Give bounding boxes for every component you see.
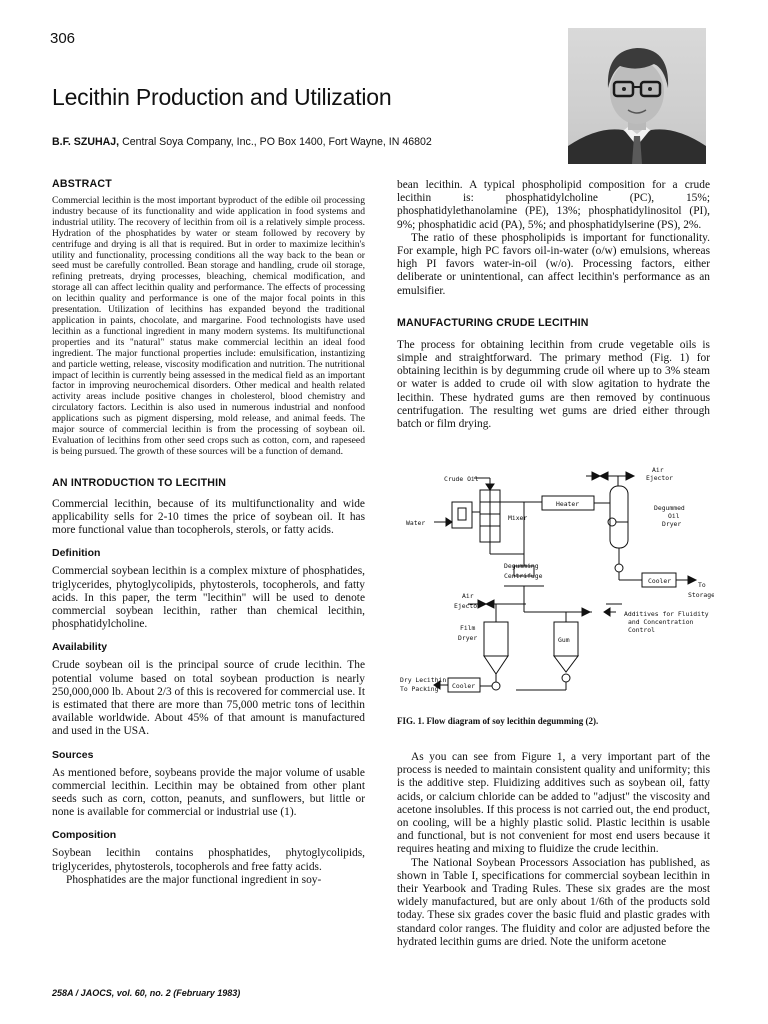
page-footer: 258A / JAOCS, vol. 60, no. 2 (February 1983) — [52, 988, 241, 998]
label-to-storage-2: Storage — [688, 591, 714, 599]
manufacturing-text: The process for obtaining lecithin from crude vegetable oils is simple and straightforward. The primary method (Fig. 1) for obtaining lecithin is by degumming crude oil where up to 3% steam or water is added to crude oil with slow agitation to hydrate the lecithin. These hydrated gums are then removed by continuous centrifugation. The resulting wet gums are dried either through batch or film drying. — [397, 338, 710, 431]
label-film-dryer-1: Film — [460, 624, 476, 632]
diagram-labels — [400, 466, 714, 693]
definition-text: Commercial soybean lecithin is a complex mixture of phosphatides, triglycerides, phytoglycolipids, phytosterols, tocopherols, and fatty acids. In this paper, the term "lecithin" will be used to denote commercial soybean lecithin, rather than chemical lecithin, phosphatidylcholine. — [52, 565, 365, 631]
label-additives-3: Control — [628, 626, 655, 634]
figure-1 — [396, 462, 714, 702]
label-air-ejector-left-2: Ejector — [454, 602, 481, 610]
author-affiliation: Central Soya Company, Inc., PO Box 1400, Fort Wayne, IN 46802 — [122, 136, 432, 148]
label-centrifuge-1: Degumming — [504, 562, 539, 570]
composition-text-2: Phosphatides are the major functional ingredient in soy- — [66, 873, 322, 886]
abstract-heading: ABSTRACT — [52, 178, 112, 190]
sources-heading: Sources — [52, 748, 94, 761]
label-degummed-2: Oil — [668, 512, 680, 520]
label-crude-oil: Crude Oil — [444, 475, 479, 483]
label-water: Water — [406, 519, 426, 527]
phospholipid-text: bean lecithin. A typical phospholipid composition for a crude lecithin is: phosphatidylcholine (PC), 15%; phosphatidylethanolamine (PE), 13%; phosphatidylinositol (PI), 9%; phosphatidic acid (PA), 5%; and phosphatidylserine (PS), 2%. — [397, 179, 710, 231]
availability-heading: Availability — [52, 641, 108, 654]
figure-caption: FIG. 1. Flow diagram of soy lecithin degumming (2). — [397, 716, 599, 726]
label-gum: Gum — [558, 636, 570, 644]
right-column-top — [397, 179, 710, 431]
composition-text-1: Soybean lecithin contains phosphatides, phytoglycolipids, triglycerides, phytosterols, tocopherols and free fatty acids. — [52, 847, 365, 873]
page-number: 306 — [50, 30, 76, 47]
label-heater: Heater — [556, 500, 580, 508]
intro-text: Commercial lecithin, because of its multifunctionality and wide applicability sells for 2-10 times the price of soybean oil. It has more functional value than tocopherols, sterols, or fatty acids. — [52, 497, 365, 537]
intro-heading: AN INTRODUCTION TO LECITHIN — [52, 476, 227, 489]
label-cooler-right: Cooler — [648, 577, 672, 585]
label-dry-lecithin-2: To Packing — [400, 685, 439, 693]
label-air-ejector-left-1: Air — [462, 592, 474, 600]
right-column-bottom — [397, 751, 710, 949]
left-column — [52, 178, 365, 887]
label-air-ejector-top-2: Ejector — [646, 474, 673, 482]
label-to-storage-1: To — [698, 581, 706, 589]
author-name: B.F. SZUHAJ, — [52, 136, 120, 148]
flow-diagram — [396, 462, 714, 702]
label-degummed-3: Dryer — [662, 520, 682, 528]
label-air-ejector-top-1: Air — [652, 466, 664, 474]
label-dry-lecithin-1: Dry Lecithin — [400, 676, 447, 684]
label-cooler-bottom: Cooler — [452, 682, 476, 690]
author-portrait — [568, 28, 706, 164]
label-degummed-1: Degummed — [654, 504, 685, 512]
abstract-text: Commercial lecithin is the most important byproduct of the edible oil processing industry because of its functionality and wide application in food systems and industrial utility. The recovery of lecithin from oil is a relatively simple process. Hydration of the phosphatides by water or steam followed by recovery by centrifuge and drying is all that is required. But in order to maximize lecithin's utility and functionality, processing conditions all the way back to the bean or seed must be carefully controlled. Bean storage and handling, crude oil storage, refining pretreats, drying processes, bleaching, chemical modification, and storage all can affect lecithin quality and performance. The effects of processing on lecithin quality and performance is one of the major focal points in this presentation. Utilization of lecithins has expanded beyond the traditional application in paints, chocolate, and margarine. Food technologists have used lecithin as a functional ingredient in many modern systems. Its multifunctional properties and its "natural" status make commercial lecithin an ideal food ingredient. The major functional properties include: emulsification, instantizing and particle wetting, release, viscosity modification and nutrition. The nutritional impact of lecithin is currently being assessed in the medical field as an important factor in improving neurochemical disorders. Other medical and health related activity areas include positive changes in cholesterol, blood chemistry and circulatory factors. Lecithin is also used in numerous industrial and nonfood applications such as pigment dispersing, mold release, and animal feeds. The major source of commercial lecithin is from the processing of soybean oil. Evaluation of lecithins from other seed crops such as cotton, corn, and rapeseed is being pursued. The growth of these sources will be a function of demand. — [52, 195, 365, 457]
availability-text: Crude soybean oil is the principal source of crude lecithin. The potential volume based on total soybean production is nearly 250,000,000 lb. About 2/3 of this is recovered for commercial use. It is estimated that there are more than 75,000 metric tons of lecithin available worldwide. About 45% of that amount is manufactured and used in the USA. — [52, 659, 365, 738]
manufacturing-heading: MANUFACTURING CRUDE LECITHIN — [397, 316, 589, 329]
label-additives-1: Additives for Fluidity — [624, 610, 709, 618]
label-mixer: Mixer — [508, 514, 528, 522]
composition-heading: Composition — [52, 829, 117, 842]
ratio-text: The ratio of these phospholipids is important for functionality. For example, high PC favors oil-in-water (o/w) emulsions, whereas high PI favors water-in-oil (w/o). Processing factors, either deliberate or unintentional, can affect lecithin's performance as an emulsifier. — [397, 231, 710, 297]
label-additives-2: and Concentration — [628, 618, 694, 626]
definition-heading: Definition — [52, 547, 101, 560]
label-film-dryer-2: Dryer — [458, 634, 478, 642]
author-line — [52, 136, 432, 148]
sources-text: As mentioned before, soybeans provide the major volume of usable commercial lecithin. Lecithin may be obtained from other plant seeds such as corn, cotton, peanuts, and sunflowers, but little or none is available for commercial or industrial use (1). — [52, 766, 365, 819]
label-centrifuge-2: Centrifuge — [504, 572, 543, 580]
portrait-illustration — [568, 28, 706, 164]
additive-text: As you can see from Figure 1, a very important part of the process is needed to maintain consistent quality and uniformity; this is the additive step. Fluidizing additives such as soybean oil, fatty acids, or calcium chloride can be added to "adjust" the viscosity and acetone insolubles. If this process is not carried out, the end product, on cooling, will be a highly plastic solid. Plastic lecithin is usable and functional, but is not convenient for most end users because it requires heating and mixing to fluidize the crude lecithin. — [397, 751, 710, 856]
nspa-text: The National Soybean Processors Association has published, as shown in Table I, specifications for commercial soybean lecithin in their Yearbook and Trading Rules. These six grades are the most widely manufactured, but are only about 1/6th of the products sold today. These six grades cover the basic fluid and plastic grades with standard color ranges. The fluidity and color are adjusted before the hydrated lecithin gums are dried. Note the uniform acetone — [397, 856, 710, 948]
page-title: Lecithin Production and Utilization — [52, 84, 392, 110]
